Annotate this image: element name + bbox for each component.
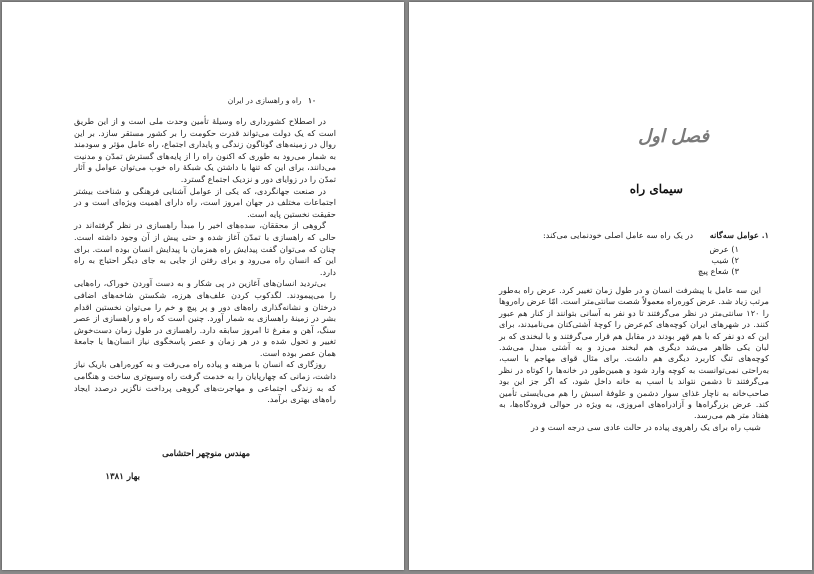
paragraph: در اصطلاح کشورداری راه وسیلهٔ تأمین وحدت ملی است و از این طریق است که یک دولت می‌تواند قدرت حکومت را بر کشور مستقر سازد. بر این روال در زمینه‌های گوناگون زندگی و پایداری اجتماع، راه عامل مؤثر و سودمند به شمار می‌رود به طوری که اکنون راه را از پایه‌های گسترش تمدّن و مدنیت می‌دانند، برای این که تنها با داشتن یک شبکهٔ راه خوب می‌توان عوامل و آثار تمدّن را در زوایای دور و نزدیک اجتماع گسترد. (74, 116, 336, 184)
right-page (409, 2, 812, 570)
list-item: ۳) شعاع پیچ (697, 266, 739, 276)
left-page (2, 2, 404, 570)
running-header-title: راه و راهسازی در ایران (227, 96, 302, 105)
page-number: ۱۰ (307, 96, 316, 105)
paragraph: بی‌تردید انسان‌های آغازین در پی شکار و به دست آوردن خوراک، راه‌هایی را می‌پیمودند. لگدکوب کردن علف‌های هرزه، شکستن شاخه‌های اضافی درختان و نشانه‌گذاری راه‌های دور و پر پیچ و خم را می‌توان نخستین اقدام بشر در زمینهٔ راهسازی به شمار آورد. چنین است که راه و راهسازی از عصر سنگ، آهن و مفرغ تا امروز سابقه دارد. راهسازی در طول زمان دست‌خوش تغییر و تحول شده و در هر زمان و عصر پاسخگوی نیاز انسان‌ها یا جامعهٔ همان عصر بوده است. (74, 278, 336, 358)
subsection-intro: در یک راه سه عامل اصلی خودنمایی می‌کند: (543, 230, 694, 240)
left-body-text (74, 116, 336, 406)
paragraph: شیب راه برای یک راهروی پیاده در حالت عادی سی درجه است و در (530, 421, 761, 432)
subsection-title: ۱. عوامل سه‌گانه (709, 230, 769, 240)
chapter-title: فصل اول (638, 126, 709, 147)
section-title: سیمای راه (629, 182, 683, 196)
list-item: ۲) شیب (711, 255, 739, 265)
factor-list (629, 244, 739, 277)
paragraph: در صنعت جهانگردی، که یکی از عوامل آشنایی فرهنگی و شناخت بیشتر اجتماعات مختلف در جهان امروز است، راه دارای اهمیت ویژه‌ای است و در حقیقت نخستین پایه است. (74, 185, 336, 219)
running-header (58, 96, 316, 105)
date-line: بهار ۱۳۸۱ (105, 472, 140, 482)
right-body-text (499, 285, 769, 433)
subsection-heading (469, 230, 769, 240)
paragraph: روزگاری که انسان با مرهنه و پیاده راه می‌رفت و به کوره‌راهی باریک نیاز داشت، زمانی که چهارپایان را به خدمت گرفت راه وسیع‌تری ساخت و هنگامی که به زندگی اجتماعی و مهاجرت‌های گروهی پرداخت ناگزیر درصدد ایجاد راه‌های بهتری برآمد. (74, 359, 336, 405)
paragraph: این سه عامل با پیشرفت انسان و در طول زمان تغییر کرد. عرض راه به‌طور مرتب زیاد شد. عرض کوره‌راه معمولاً شصت سانتی‌متر است. امّا عرض راه‌روها را ۱۲۰ سانتی‌متر در نظر می‌گرفتند تا دو نفر به آسانی بتوانند از کنار هم عبور کنند. در شهرهای ایران کوچه‌های کم‌عرض را کوچهٔ آشتی‌کنان می‌نامیدند، برای این که دو نفر که با هم قهر بودند در مقابل هم قرار می‌گرفتند و با لبخندی که بر لبان یکی ظاهر می‌شد دیگری هم لبخند می‌زد و به آشتی مبدل می‌شد. کوچه‌های تنگ کاربرد دیگری هم داشت. برای مثال قوای مهاجم با اسب، به‌راحتی نمی‌توانست به کوچه وارد شود و همین‌طور در خانه‌ها را کوتاه در نظر می‌گرفتند تا دشمن نتواند با اسب به خانه داخل شود، که اگر جز این بود صاحب‌خانه به ناچار غذای سوار دشمن و علوفهٔ اسبش را هم می‌بایستی تأمین کند. عرض بزرگراه‌ها و آزادراه‌های امروزی، به ویژه در حوالی فرودگاه‌ها، به هفتاد متر هم می‌رسد. (499, 285, 769, 421)
list-item: ۱) عرض (709, 244, 739, 254)
paragraph: گروهی از محققان، سده‌های اخیر را مبدأ راهسازی در نظر گرفته‌اند در حالی که راهسازی با تمدّن آغاز شده و حتی پیش از آن وجود داشته است. چنان که می‌توان گفت پیدایش راه همزمان با پیدایش انسان بوده است. برای این که انسان راه می‌رود و برای رفتن از جایی به جای دیگر احتیاج به راه دارد. (74, 220, 336, 277)
author-signature: مهندس منوچهر احتشامی (162, 448, 250, 458)
